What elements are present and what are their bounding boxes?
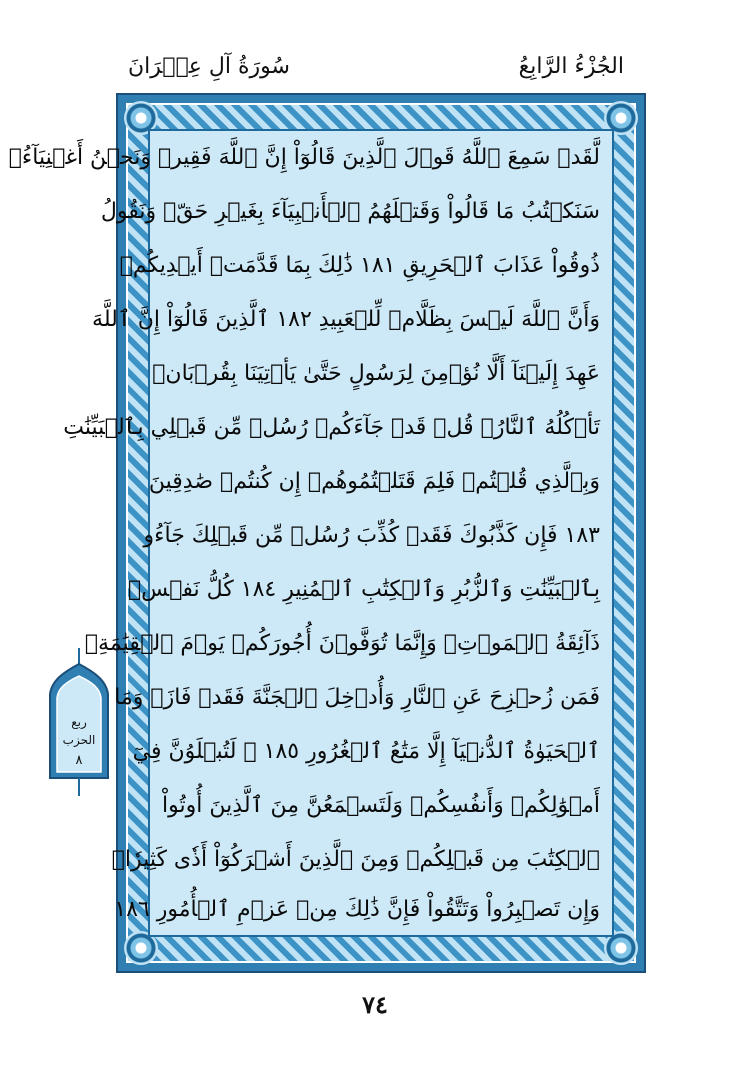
verse-line: أَمۡوَٰلِكُمۡ وَأَنفُسِكُمۡ وَلَتَسۡمَعُنَّ مِنَ ٱلَّذِينَ أُوتُواْ bbox=[162, 793, 600, 818]
surah-title: سُورَةُ آلِ عِمۡرَانَ bbox=[128, 54, 290, 79]
hizb-label-2: الحزب bbox=[62, 733, 96, 747]
verse-line: بِٱلۡبَيِّنَٰتِ وَٱلزُّبُرِ وَٱلۡكِتَٰبِ ٱلۡمُنِيرِ ١٨٤ كُلُّ نَفۡسٖ bbox=[127, 577, 600, 602]
verse-line: ذَآئِقَةُ ٱلۡمَوۡتِۗ وَإِنَّمَا تُوَفَّوۡنَ أُجُورَكُمۡ يَوۡمَ ٱلۡقِيَٰمَةِۖ bbox=[84, 631, 600, 656]
verse-line: لَّقَدۡ سَمِعَ ٱللَّهُ قَوۡلَ ٱلَّذِينَ قَالُوٓاْ إِنَّ ٱللَّهَ فَقِيرٞ وَنَحۡنُ أَغۡنِيَآءُۘ bbox=[8, 145, 600, 170]
verse-line: سَنَكۡتُبُ مَا قَالُواْ وَقَتۡلَهُمُ ٱلۡأَنۢبِيَآءَ بِغَيۡرِ حَقّٖ وَنَقُولُ bbox=[100, 199, 600, 224]
verse-line: عَهِدَ إِلَيۡنَآ أَلَّا نُؤۡمِنَ لِرَسُولٍ حَتَّىٰ يَأۡتِيَنَا بِقُرۡبَانٖ bbox=[152, 361, 600, 386]
hizb-label-1: ربع bbox=[71, 715, 87, 729]
verse-line: ١٨٣ فَإِن كَذَّبُوكَ فَقَدۡ كُذِّبَ رُسُلٞ مِّن قَبۡلِكَ جَآءُو bbox=[143, 523, 600, 548]
verse-line: فَمَن زُحۡزِحَ عَنِ ٱلنَّارِ وَأُدۡخِلَ ٱلۡجَنَّةَ فَقَدۡ فَازَۗ وَمَا bbox=[114, 685, 600, 710]
page-number: ٧٤ bbox=[362, 990, 388, 1019]
verse-line: وَأَنَّ ٱللَّهَ لَيۡسَ بِظَلَّامٖ لِّلۡعَبِيدِ ١٨٢ ٱلَّذِينَ قَالُوٓاْ إِنَّ ٱللَّهَ bbox=[92, 307, 600, 332]
hizb-number: ٨ bbox=[75, 753, 83, 768]
verse-line: تَأۡكُلُهُ ٱلنَّارُۗ قُلۡ قَدۡ جَآءَكُمۡ رُسُلٞ مِّن قَبۡلِي بِٱلۡبَيِّنَٰتِ bbox=[63, 415, 600, 440]
verse-line: ٱلۡحَيَوٰةُ ٱلدُّنۡيَآ إِلَّا مَتَٰعُ ٱلۡغُرُورِ ١٨٥ ۞ لَتُبۡلَوُنَّ فِيٓ bbox=[132, 739, 600, 764]
verse-line: وَإِن تَصۡبِرُواْ وَتَتَّقُواْ فَإِنَّ ذَٰلِكَ مِنۡ عَزۡمِ ٱلۡأُمُورِ ١٨٦ bbox=[114, 897, 600, 922]
verse-line: ذُوقُواْ عَذَابَ ٱلۡحَرِيقِ ١٨١ ذَٰلِكَ بِمَا قَدَّمَتۡ أَيۡدِيكُمۡ bbox=[119, 253, 600, 278]
verse-line: ٱلۡكِتَٰبَ مِن قَبۡلِكُمۡ وَمِنَ ٱلَّذِينَ أَشۡرَكُوٓاْ أَذٗى كَثِيرٗاۚ bbox=[111, 847, 600, 872]
juz-title: الجُزْءُ الرَّابِعُ bbox=[518, 54, 624, 79]
verse-line: وَبِٱلَّذِي قُلۡتُمۡ فَلِمَ قَتَلۡتُمُوهُمۡ إِن كُنتُمۡ صَٰدِقِينَ bbox=[148, 469, 600, 494]
hizb-marker bbox=[44, 648, 114, 796]
